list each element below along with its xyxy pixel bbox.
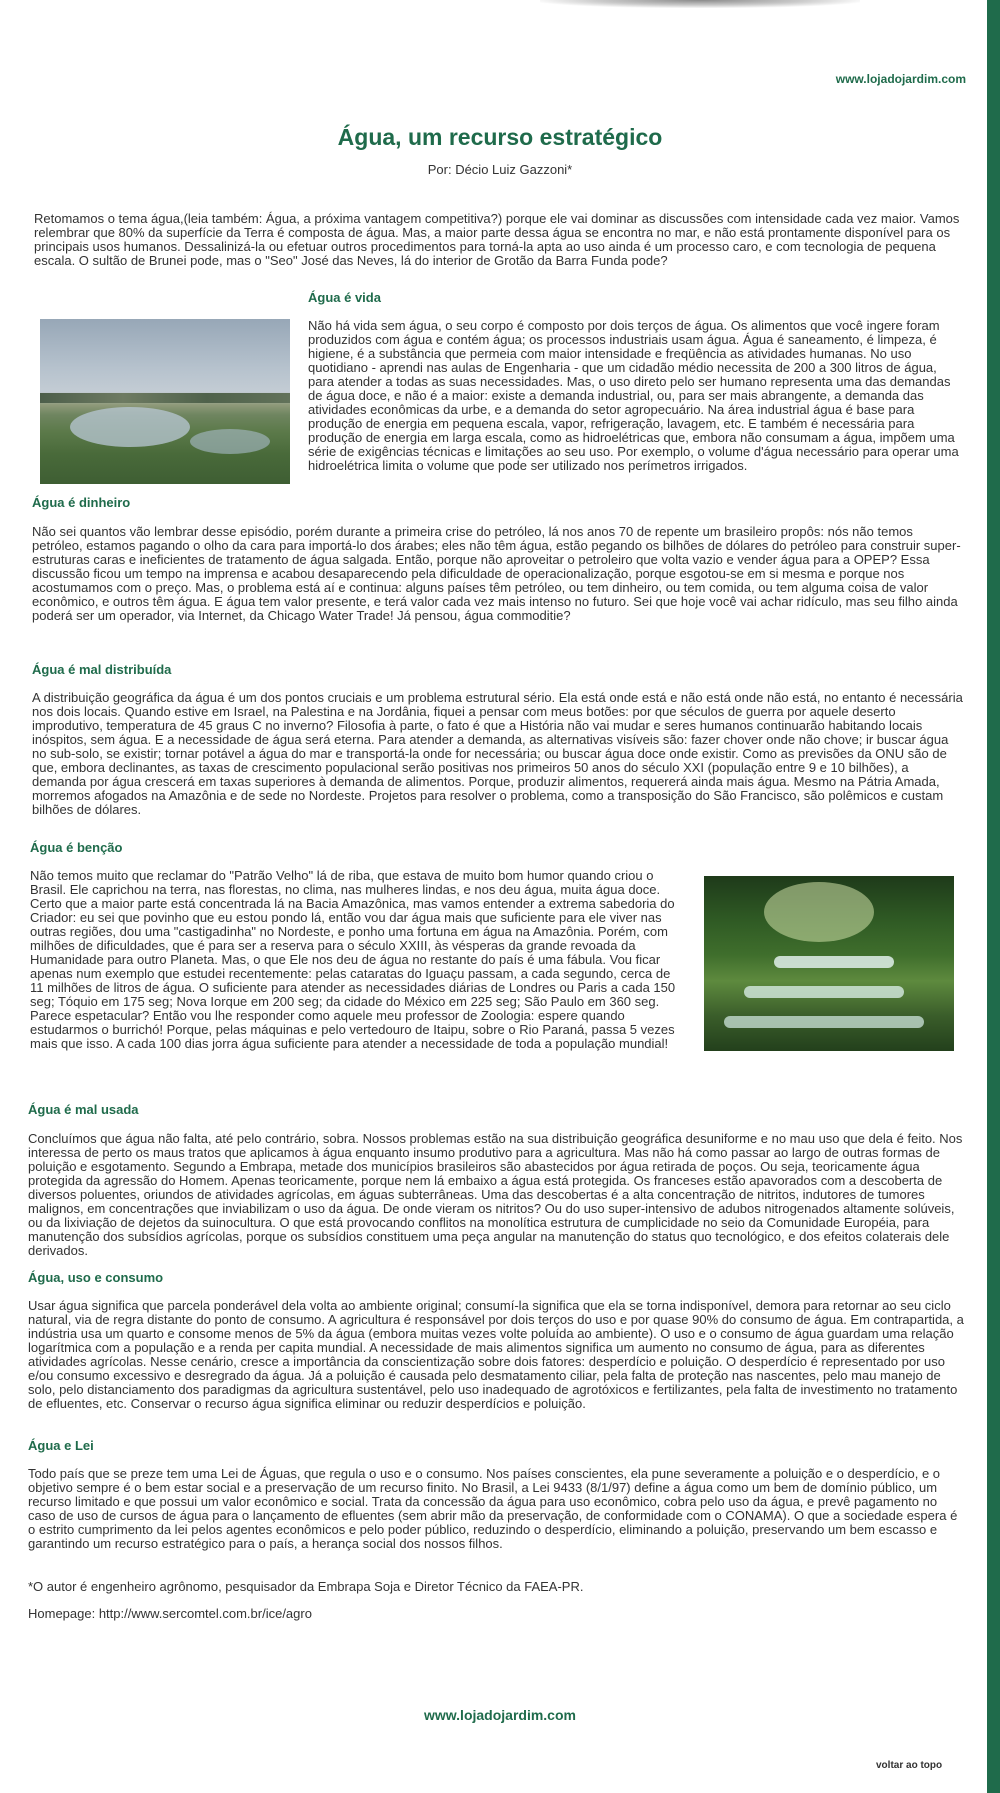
- marsh-photo: [40, 319, 290, 484]
- marsh-water: [70, 407, 190, 447]
- section-agua-e-bencao-text: Não temos muito que reclamar do "Patrão Velho" lá de riba, que estava de muito bom humor quando criou o Brasil. Ele caprichou na terra, nas florestas, no clima, nas mulheres lindas, e nos deu água, muita água doce. Certo que a maior parte está concentrada lá na Bacia Amazônica, mas vamos entender a extrema sabedoria do Criador: eu sei que povinho que eu estou pondo lá, então vou dar água mais que suficiente para ele viver nas outras regiões, dou uma "castigadinha" no Nordeste, e ponho uma fortuna em água na Amazônia. Porém, com milhões de dificuldades, que é para ser a reserva para o século XXIII, às vésperas da grande revoada da Humanidade para outro Planeta. Mas, o que Ele nos deu de água no restante do país é uma fábula. Vou ficar apenas num exemplo que estudei recentemente: pelas cataratas do Iguaçu passam, a cada segundo, cerca de 11 milhões de litros de água. O suficiente para atender as necessidades diárias de Londres ou Paris a cada 150 seg; Tóquio em 175 seg; Nova Iorque em 200 seg; da cidade do México em 225 seg; São Paulo em 360 seg. Parece espetacular? Então vou lhe responder como aquele meu professor de Zoologia: espere quando estudarmos o burrichó! Porque, pelas máquinas e pelo vertedouro de Itaipu, sobre o Rio Paraná, passa 5 vezes mais que isso. A cada 100 dias jorra água suficiente para atender a necessidade de toda a população mundial!: [30, 868, 676, 1051]
- section-agua-e-mal-usada-text: Concluímos que água não falta, até pelo contrário, sobra. Nossos problemas estão na sua distribuição geográfica desuniforme e no mau uso que dela é feito. Nos interessa de perto os maus tratos que aplicamos à água enquanto insumo produtivo para a agricultura. Mas não há como passar ao largo de outras formas de poluição e esgotamento. Segundo a Embrapa, metade dos municípios brasileiros são abastecidos por água retirada de poços. Ou seja, teoricamente água protegida da agressão do Homem. Apenas teoricamente, porque nem lá embaixo a água está protegida. Os franceses estão apavorados com a descoberta de diversos poluentes, oriundos de atividades agrícolas, em águas subterrâneas. Uma das descobertas é a alta concentração de nitritos, indutores de tumores malignos, em concentrações que inviabilizam o uso da água. De onde vieram os nitritos? Ou do uso super-intensivo de adubos nitrogenados altamente solúveis, ou da lixiviação de dejetos da suinocultura. O que está provocando conflitos na monolítica estrutura de cumplicidade no seio da Comunidade Européia, para manutenção dos subsídios agrícolas, porque os subsídios constituem uma peça angular na manutenção do status quo tecnológico, e dos efeitos colaterais dele derivados.: [28, 1131, 963, 1258]
- heading-agua-e-dinheiro: Água é dinheiro: [32, 495, 131, 510]
- marsh-water: [190, 429, 270, 454]
- author-byline: Por: Décio Luiz Gazzoni*: [427, 162, 573, 177]
- heading-agua-e-vida: Água é vida: [308, 290, 381, 305]
- homepage-line: Homepage: http://www.sercomtel.com.br/ice/agro: [28, 1606, 312, 1621]
- intro-paragraph: Retomamos o tema água,(leia também: Água, a próxima vantagem competitiva?) porque ele vai dominar as discussões com intensidade cada vez maior. Vamos relembrar que 80% da superfície da Terra é composta de água. Mas, a maior parte dessa água se encontra no mar, e não está prontamente disponível para os principais usos humanos. Dessalinizá-la ou efetuar outros procedimentos para torná-la apta ao uso ainda é um processo caro, e com tecnologia de pequena escala. O sultão de Brunei pode, mas o "Seo" José das Neves, lá do interior de Grotão da Barra Funda pode?: [34, 211, 960, 268]
- heading-agua-e-mal-distribuida: Água é mal distribuída: [32, 662, 172, 677]
- heading-agua-e-mal-usada: Água é mal usada: [28, 1102, 139, 1117]
- heading-agua-e-lei: Água e Lei: [28, 1438, 94, 1453]
- site-link-bottom[interactable]: www.lojadojardim.com: [424, 1707, 576, 1723]
- section-agua-uso-e-consumo-text: Usar água significa que parcela ponderável dela volta ao ambiente original; consumí-la significa que ela se torna indisponível, demora para retornar ao seu ciclo natural, via de regra distante do ponto de consumo. A agricultura é responsável por dois terços do uso e por quase 90% do consumo de água. Em contrapartida, a indústria usa um quarto e consome menos de 5% da água (embora muitas vezes volte poluída ao ambiente). O uso e o consumo de água guardam uma relação logarítmica com a população e a renda per capita mundial. A necessidade de mais alimentos significa um aumento no consumo de água, para as diferentes atividades agrícolas. Nesse cenário, cresce a importância da conscientização sobre dois fatores: desperdício e poluição. O desperdício é representado por uso e/ou consumo excessivo e desregrado da água. Já a poluição é causada pelo desmatamento ciliar, pela falta de proteção nas nascentes, pelo mau manejo de solo, pelo distanciamento dos paradigmas da agricultura sustentável, pelo uso inadequado de agrotóxicos e fertilizantes, pela falta de investimento no tratamento de efluentes, etc. Conservar o recurso água significa eliminar ou reduzir desperdícios e poluição.: [28, 1298, 964, 1411]
- waterfall-canopy-light: [764, 882, 874, 942]
- heading-agua-e-bencao: Água é benção: [30, 840, 123, 855]
- top-shadow: [540, 0, 860, 8]
- waterfall-cascade: [774, 956, 894, 968]
- right-border-bar: [987, 0, 1000, 1793]
- marsh-treeline: [40, 393, 290, 403]
- author-footnote: *O autor é engenheiro agrônomo, pesquisador da Embrapa Soja e Diretor Técnico da FAEA-PR.: [28, 1579, 584, 1594]
- waterfall-cascade: [744, 986, 904, 998]
- page-title: Água, um recurso estratégico: [337, 124, 663, 150]
- waterfall-photo: [704, 876, 954, 1051]
- heading-agua-uso-e-consumo: Água, uso e consumo: [28, 1270, 164, 1285]
- waterfall-cascade: [724, 1016, 924, 1028]
- section-agua-e-vida-text: Não há vida sem água, o seu corpo é composto por dois terços de água. Os alimentos que você ingere foram produzidos com água e contém água; os processos industriais usam água. Água é saneamento, é limpeza, é higiene, é a substância que permeia com maior intensidade e freqüência as atividades humanas. No uso quotidiano - aprendi nas aulas de Engenharia - que um cidadão médio necessita de 200 a 300 litros de água, para atender a todas as suas necessidades. Mas, o uso direto pelo ser humano representa uma das demandas de água doce, e não é a maior: existe a demanda industrial, ou, para ser mais abrangente, a demanda das atividades econômicas da urbe, e a demanda do setor agropecuário. Na área industrial água é base para produção de energia em pequena escala, vapor, refrigeração, lavagem, etc. E também é necessária para produção de energia em larga escala, como as hidroelétricas que, embora não consumam a água, impõem uma série de exigências técnicas e limitações ao seu uso. Por exemplo, o volume d'água necessário para operar uma hidroelétrica limita o volume que pode ser utilizado nos perímetros irrigados.: [308, 318, 959, 473]
- section-agua-e-dinheiro-text: Não sei quantos vão lembrar desse episódio, porém durante a primeira crise do petróleo, lá nos anos 70 de repente um brasileiro propôs: nós não temos petróleo, estamos pagando o olho da cara para importá-lo dos árabes; eles não têm água, estão pegando os bilhões de dólares do petróleo para construir super-estruturas caras e ineficientes de tratamento de água salgada. Então, porque não aproveitar o petroleiro que volta vazio e vender água para a OPEP? Essa discussão ficou um tempo na imprensa e acabou desaparecendo pela dificuldade de operacionalização, porque esgotou-se em si mesma e porque nos acostumamos com o preço. Mas, o problema está aí e continua: alguns países têm petróleo, ou tem dinheiro, ou tem comida, ou tem alguma coisa de valor econômico, e outros têm água. E água tem valor presente, e terá valor cada vez mais intenso no futuro. Sei que hoje você vai achar ridículo, mas seu filho ainda poderá ser um operador, via Internet, da Chicago Water Trade! Já pensou, água commoditie?: [32, 524, 961, 623]
- section-agua-e-lei-text: Todo país que se preze tem uma Lei de Águas, que regula o uso e o consumo. Nos países conscientes, ela pune severamente a poluição e o desperdício, e o objetivo sempre é o bem estar social e a preservação de um recurso finito. No Brasil, a Lei 9433 (8/1/97) define a água como um bem de domínio público, um recurso limitado e que possui um valor econômico e social. Trata da concessão da água para uso econômico, cobra pelo uso da água, e prevê pagamento no caso de uso de cursos de água para o lançamento de efluentes (sem abrir mão da preservação, de conformidade com o CONAMA). O que a sociedade espera é o estrito cumprimento da lei pelos agentes econômicos e pelo poder público, reduzindo o desperdício, eliminando a poluição, preservando um bem escasso e garantindo um recurso estratégico para o país, a herança social dos nossos filhos.: [28, 1466, 958, 1551]
- back-to-top-link[interactable]: voltar ao topo: [876, 1760, 943, 1771]
- section-agua-e-mal-distribuida-text: A distribuição geográfica da água é um dos pontos cruciais e um problema estrutural sério. Ela está onde está e não está onde não está, no entanto é necessária nos dois locais. Quando estive em Israel, na Palestina e na Jordânia, fiquei a pensar com meus botões: por que séculos de guerra por aquele deserto improdutivo, temperatura de 45 graus C no inverno? Filosofia à parte, o fato é que a História não vai mudar e seres humanos continuarão habitando locais inóspitos, sem água. E a necessidade de água será eterna. Para atender a demanda, as alternativas visíveis são: fazer chover onde não chove; ir buscar água no sub-solo, se existir; tornar potável a água do mar e transportá-la onde for necessária; ou buscar água doce onde existir. Como as previsões da ONU são de que, embora declinantes, as taxas de crescimento populacional serão positivas nos primeiros 50 anos do século XXI (população entre 9 e 10 bilhões), a demanda por água crescerá em taxas superiores à demanda de alimentos. Porque, produzir alimentos, requererá ainda mais água. Mesmo na Pátria Amada, morremos afogados na Amazônia e de sede no Nordeste. Projetos para resolver o problema, como a transposição do São Francisco, são polêmicos e custam bilhões de dólares.: [32, 690, 963, 817]
- site-link-top[interactable]: www.lojadojardim.com: [835, 72, 966, 86]
